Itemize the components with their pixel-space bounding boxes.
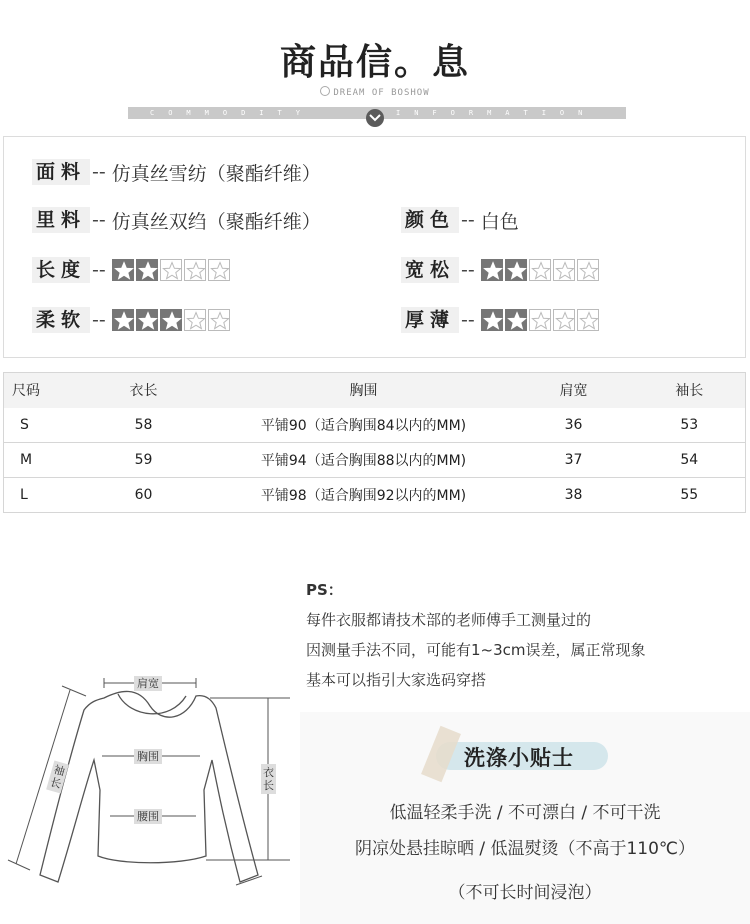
- star-empty-icon: [184, 259, 206, 281]
- attr-dash: --: [461, 259, 475, 281]
- care-title-badge: [430, 738, 612, 772]
- page-title: 商品信。息: [279, 41, 470, 83]
- attr-label: 厚薄: [401, 307, 459, 333]
- attr-dash: --: [461, 309, 475, 331]
- attr-length: [32, 257, 230, 283]
- star-empty-icon: [553, 259, 575, 281]
- table-cell: 55: [680, 487, 699, 503]
- header-bar-right: INFORMATION: [396, 109, 597, 117]
- attr-thickness: [401, 307, 599, 333]
- star-empty-icon: [184, 309, 206, 331]
- table-cell: 59: [134, 452, 153, 468]
- diagram-label-waist: 腰围: [134, 809, 162, 824]
- care-tips-panel: [300, 712, 750, 924]
- star-filled-icon: [505, 259, 527, 281]
- rating-stars: [112, 309, 230, 331]
- star-empty-icon: [208, 309, 230, 331]
- attr-label: 宽松: [401, 257, 459, 283]
- flower-icon: [320, 86, 330, 96]
- column-header: 袖长: [675, 383, 704, 400]
- attr-label: 长度: [32, 257, 90, 283]
- attr-dash: --: [92, 259, 106, 281]
- attr-softness: [32, 307, 230, 333]
- star-empty-icon: [529, 259, 551, 281]
- care-line: 阴凉处悬挂晾晒 / 低温熨烫（不高于110℃）: [354, 839, 696, 859]
- attr-looseness: [401, 257, 599, 283]
- star-empty-icon: [553, 309, 575, 331]
- attributes-panel: [3, 136, 746, 358]
- ps-line: 基本可以指引大家选码穿搭: [306, 671, 487, 689]
- table-row: [4, 443, 746, 478]
- garment-diagram: [0, 660, 300, 924]
- ps-line: 因测量手法不同，可能有1~3cm误差，属正常现象: [306, 641, 646, 659]
- ps-notes: [306, 575, 646, 695]
- attr-label: 面料: [32, 159, 90, 185]
- header-bar-left: COMMODITY: [150, 109, 314, 117]
- care-line: （不可长时间浸泡）: [448, 883, 602, 903]
- ps-line: 每件衣服都请技术部的老师傅手工测量过的: [306, 611, 592, 629]
- star-empty-icon: [529, 309, 551, 331]
- column-header: 肩宽: [559, 383, 588, 400]
- table-cell: S: [20, 416, 29, 433]
- section-header: [0, 40, 750, 98]
- brand-subtitle: DREAM OF BOSHOW: [0, 86, 750, 98]
- attr-dash: --: [461, 209, 475, 231]
- table-header-row: [4, 373, 746, 408]
- diagram-label-chest: 胸围: [134, 749, 162, 764]
- attr-lining: [32, 207, 321, 233]
- table-cell: 36: [564, 416, 583, 433]
- star-filled-icon: [160, 309, 182, 331]
- attr-dash: --: [92, 161, 106, 183]
- table-cell: 37: [564, 452, 583, 468]
- star-empty-icon: [577, 259, 599, 281]
- table-cell: 54: [680, 452, 699, 468]
- chevron-down-icon: [366, 109, 384, 127]
- column-header: 衣长: [129, 383, 158, 400]
- diagram-label-shoulder: 肩宽: [134, 676, 162, 691]
- star-filled-icon: [481, 309, 503, 331]
- table-cell: 58: [134, 416, 153, 433]
- table-cell: 平铺90（适合胸围84以内的MM): [260, 417, 467, 434]
- attr-value: 仿真丝雪纺（聚酯纤维）: [111, 162, 321, 185]
- table-cell: 38: [564, 487, 583, 503]
- star-empty-icon: [160, 259, 182, 281]
- star-filled-icon: [136, 309, 158, 331]
- size-table: [3, 372, 746, 513]
- attr-color: [401, 207, 519, 233]
- table-cell: 平铺98（适合胸围92以内的MM): [260, 488, 467, 504]
- star-filled-icon: [481, 259, 503, 281]
- column-header: 尺码: [12, 383, 40, 400]
- attr-value: 仿真丝双绉（聚酯纤维）: [111, 210, 321, 233]
- ps-title: PS：: [306, 581, 343, 599]
- attr-dash: --: [92, 309, 106, 331]
- care-line: 低温轻柔手洗 / 不可漂白 / 不可干洗: [389, 803, 661, 823]
- star-filled-icon: [505, 309, 527, 331]
- table-cell: 60: [134, 487, 153, 503]
- rating-stars: [481, 309, 599, 331]
- attr-label: 颜色: [401, 207, 459, 233]
- care-title: 洗涤小贴士: [464, 746, 574, 770]
- star-filled-icon: [136, 259, 158, 281]
- shirt-outline-icon: [0, 660, 300, 924]
- attr-label: 里料: [32, 207, 90, 233]
- table-row: [4, 408, 746, 443]
- column-header: 胸围: [349, 383, 378, 400]
- table-cell: 53: [680, 416, 699, 433]
- star-empty-icon: [208, 259, 230, 281]
- diagram-label-length: 衣长: [263, 766, 274, 792]
- attr-fabric: [32, 159, 321, 185]
- rating-stars: [112, 259, 230, 281]
- attr-label: 柔软: [32, 307, 90, 333]
- table-row: [4, 478, 746, 513]
- diagram-label-sleeve: 袖长: [46, 761, 69, 794]
- star-filled-icon: [112, 309, 134, 331]
- rating-stars: [481, 259, 599, 281]
- star-filled-icon: [112, 259, 134, 281]
- table-cell: 平铺94（适合胸围88以内的MM): [260, 453, 467, 469]
- attr-value: 白色: [480, 210, 519, 233]
- table-cell: L: [20, 487, 28, 503]
- attr-dash: --: [92, 209, 106, 231]
- table-cell: M: [20, 452, 33, 468]
- star-empty-icon: [577, 309, 599, 331]
